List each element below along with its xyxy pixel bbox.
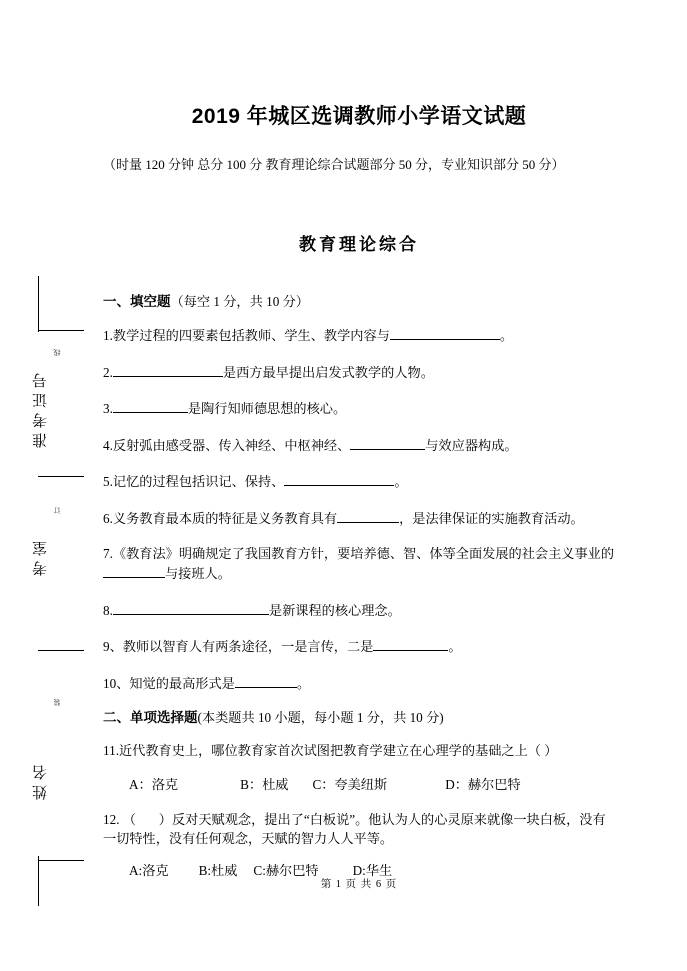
question-6-text: 义务教育最本质的特征是义务教育具有 [112,510,338,526]
margin-divider-top [38,330,84,331]
question-8-number: 8. [103,602,113,618]
question-3-text: 是陶行知师德思想的核心。 [187,401,347,416]
question-11 [103,741,615,760]
option-11-a[interactable]: A：洛克 [129,777,179,792]
question-8-text: 是新课程的核心理念。 [268,602,401,618]
question-1-text: 教学过程的四要素包括教师、学生、教学内容与 [112,328,390,343]
section-2-note: (本类题共 10 小题，每小题 1 分，共 10 分) [197,710,444,725]
question-6 [103,508,615,528]
option-12-a[interactable]: A:洛克 [129,863,169,878]
question-5-number: 5. [103,474,113,489]
answer-blank-3[interactable] [113,398,188,413]
question-11-options [103,775,615,794]
margin-divider-bottom [38,860,84,861]
question-3 [103,398,615,418]
section-1-note: （每空 1 分，共 10 分） [170,294,309,309]
margin-label-name: 姓名 [33,760,49,800]
option-12-d[interactable]: D:华生 [352,863,393,878]
question-7-number: 7. [103,546,113,561]
answer-blank-1[interactable] [390,325,500,340]
margin-vertical-rule-lower [38,856,39,906]
question-2-text: 是西方最早提出启发式教学的人物。 [222,364,434,380]
section-1-title: 一、填空题 [103,294,171,309]
question-10-text: 知觉的最高形式是 [129,675,235,691]
section-2-title: 二、单项选择题 [103,710,198,725]
question-8 [103,600,615,620]
page-footer: 第 1 页 共 6 页 [320,879,398,890]
question-11-text: 近代教育史上，哪位教育家首次试图把教育学建立在心理学的基础之上（ ） [119,743,558,758]
margin-divider-1 [38,476,84,477]
margin-tick-sew: 装 [53,698,61,706]
question-4-text: 反射弧由感受器、传入神经、中枢神经、 [112,437,351,453]
option-12-c[interactable]: C:赫尔巴特 [253,863,319,878]
question-7-tail: 与接班人。 [165,566,231,581]
question-1-number: 1. [103,328,113,343]
left-margin-strip [0,0,96,971]
margin-vertical-rule-upper [38,276,39,332]
question-9 [103,636,615,656]
question-7 [103,544,615,583]
option-11-b[interactable]: B：杜威 [240,777,289,792]
question-1 [103,325,615,345]
answer-blank-2[interactable] [113,362,223,377]
question-9-number: 9、 [103,639,123,654]
question-5 [103,471,615,491]
exam-instructions: （时量 120 分钟 总分 100 分 教育理论综合试题部分 50 分，专业知识部分 50 分） [103,157,565,172]
question-7-text: 《教育法》明确规定了我国教育方针，要培养德、智、体等全面发展的社会主义事业的 [112,546,615,561]
answer-blank-9[interactable] [373,636,448,651]
question-4-number: 4. [103,437,113,453]
section-2-heading [103,709,615,727]
option-11-c[interactable]: C：夸美纽斯 [312,777,388,792]
question-5-tail: 。 [394,474,408,489]
margin-tick-binding: 订 [53,506,61,514]
answer-blank-4[interactable] [350,435,425,450]
question-3-number: 3. [103,401,113,416]
answer-blank-10[interactable] [235,673,297,688]
question-6-tail: ，是法律保证的实施教育活动。 [399,510,584,526]
question-4-tail: 与效应器构成。 [425,437,518,453]
question-12 [103,810,615,848]
question-9-text: 教师以智育人有两条途径，一是言传，二是 [122,639,374,654]
question-2 [103,362,615,382]
question-5-text: 记忆的过程包括识记、保持、 [112,474,285,489]
question-2-number: 2. [103,364,113,380]
page-title: 2019 年城区选调教师小学语文试题 [191,105,527,128]
question-12-answer-paren[interactable]: （ [122,812,150,827]
option-12-b[interactable]: B:杜威 [198,863,238,878]
question-1-tail: 。 [499,328,514,343]
question-10-tail: 。 [296,675,311,691]
question-10-number: 10、 [103,675,130,691]
answer-blank-8[interactable] [113,600,269,615]
margin-label-exam-number: 准考证号 [33,368,49,448]
section-heading-education-theory: 教育理论综合 [299,235,419,254]
margin-label-exam-room: 考室 [33,536,49,576]
margin-tick-line: 线 [53,348,61,356]
question-11-number: 11. [103,743,119,758]
question-10 [103,673,615,693]
question-12-text: ）反对天赋观念，提出了“白板说”。他认为人的心灵原来就像一块白板，没有一切特性，没有任何观念，天赋的智力人人平等。 [103,812,606,846]
option-11-d[interactable]: D：赫尔巴特 [445,777,521,792]
answer-blank-7[interactable] [103,563,165,578]
section-1-heading [103,293,615,311]
question-content [103,293,615,882]
question-6-number: 6. [103,510,113,526]
question-4 [103,435,615,455]
question-12-number: 12. [103,812,120,827]
question-9-tail: 。 [448,639,462,654]
answer-blank-5[interactable] [284,471,394,486]
answer-blank-6[interactable] [337,508,399,523]
margin-divider-2 [38,650,84,651]
